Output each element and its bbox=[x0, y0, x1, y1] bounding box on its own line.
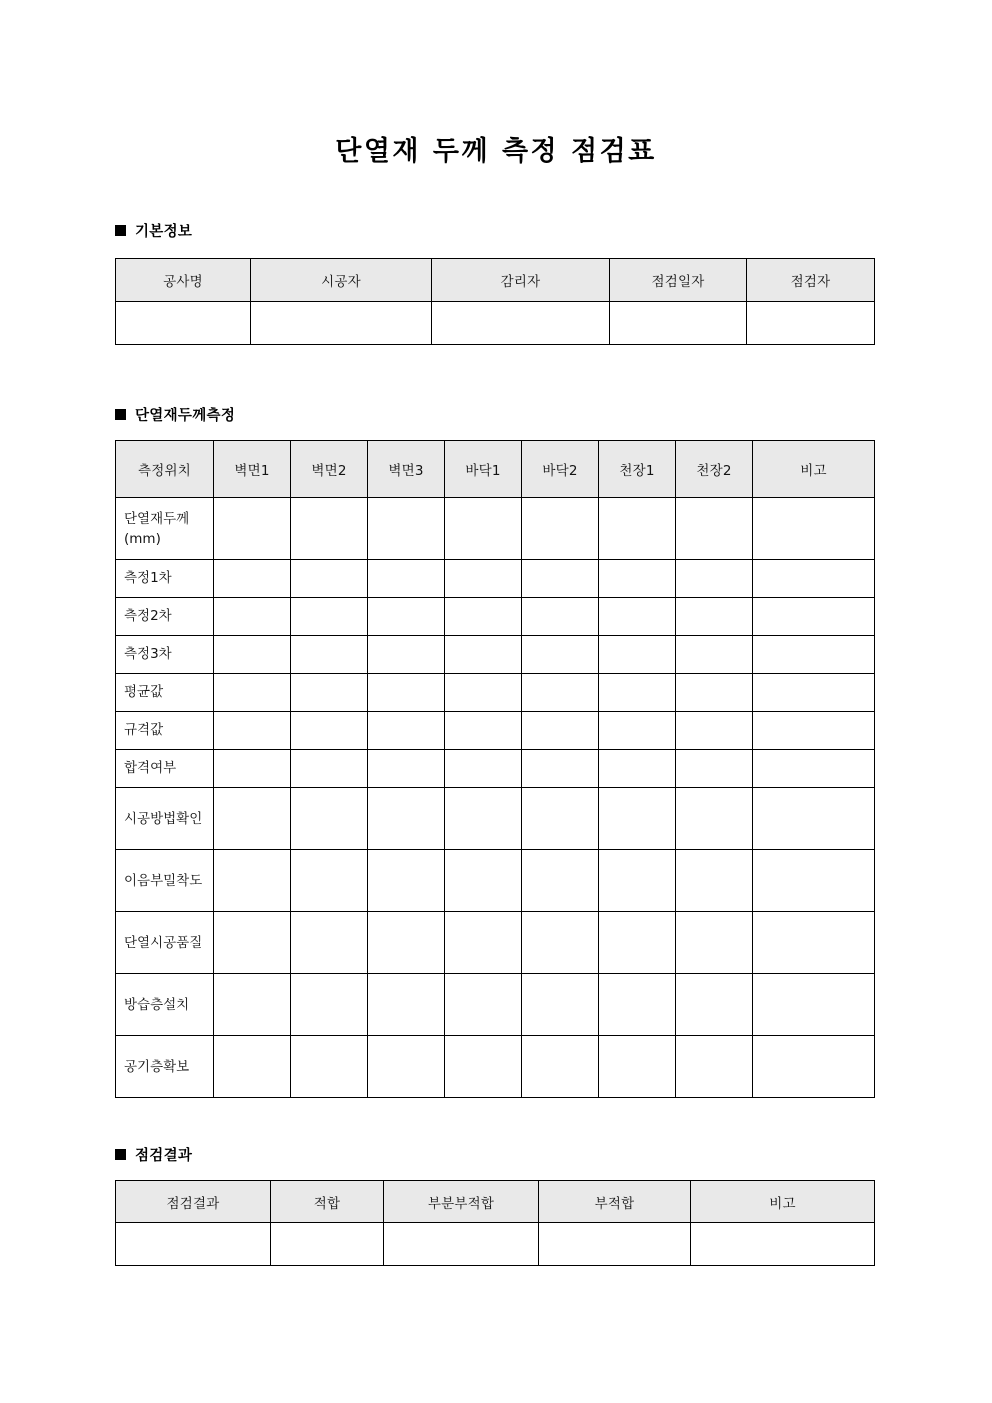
input-cell-규격값-비고[interactable] bbox=[753, 712, 875, 750]
input-cell-평균값-벽면1[interactable] bbox=[214, 674, 291, 712]
col-header-천장2: 천장2 bbox=[676, 441, 753, 498]
input-cell-측정1차-비고[interactable] bbox=[753, 560, 875, 598]
table-row bbox=[116, 1036, 875, 1098]
table-header-row bbox=[116, 1181, 875, 1223]
input-cell-측정1차-바닥1[interactable] bbox=[445, 560, 522, 598]
input-cell-측정3차-벽면3[interactable] bbox=[368, 636, 445, 674]
input-cell-inspect-date[interactable] bbox=[610, 302, 747, 345]
input-cell-공기층확보-벽면2[interactable] bbox=[291, 1036, 368, 1098]
input-cell-partial-nonconform[interactable] bbox=[384, 1223, 539, 1266]
table-row bbox=[116, 674, 875, 712]
row-label-평균값: 평균값 bbox=[116, 674, 214, 712]
square-bullet-icon bbox=[115, 409, 126, 420]
input-cell-측정1차-벽면3[interactable] bbox=[368, 560, 445, 598]
input-cell-공기층확보-천장2[interactable] bbox=[676, 1036, 753, 1098]
input-cell-규격값-벽면1[interactable] bbox=[214, 712, 291, 750]
input-cell-측정1차-바닥2[interactable] bbox=[522, 560, 599, 598]
input-cell-단열재두께mm-천장2[interactable] bbox=[676, 498, 753, 560]
input-cell-이음부밀착도-비고[interactable] bbox=[753, 850, 875, 912]
input-cell-평균값-벽면3[interactable] bbox=[368, 674, 445, 712]
input-cell-측정1차-벽면2[interactable] bbox=[291, 560, 368, 598]
input-cell-규격값-천장2[interactable] bbox=[676, 712, 753, 750]
input-cell-시공방법확인-비고[interactable] bbox=[753, 788, 875, 850]
table-row bbox=[116, 912, 875, 974]
section-heading-label: 단열재두께측정 bbox=[135, 408, 236, 424]
input-cell-규격값-바닥1[interactable] bbox=[445, 712, 522, 750]
row-label-단열시공품질: 단열시공품질 bbox=[116, 912, 214, 974]
row-label-규격값: 규격값 bbox=[116, 712, 214, 750]
input-cell-규격값-벽면3[interactable] bbox=[368, 712, 445, 750]
input-cell-평균값-천장1[interactable] bbox=[599, 674, 676, 712]
input-cell-단열시공품질-천장2[interactable] bbox=[676, 912, 753, 974]
input-cell-방습층설치-벽면2[interactable] bbox=[291, 974, 368, 1036]
row-label-이음부밀착도: 이음부밀착도 bbox=[116, 850, 214, 912]
input-cell-방습층설치-비고[interactable] bbox=[753, 974, 875, 1036]
input-cell-측정3차-벽면2[interactable] bbox=[291, 636, 368, 674]
inspection-result-table bbox=[115, 1180, 875, 1266]
input-cell-방습층설치-천장2[interactable] bbox=[676, 974, 753, 1036]
input-cell-측정1차-천장2[interactable] bbox=[676, 560, 753, 598]
input-cell-공기층확보-벽면3[interactable] bbox=[368, 1036, 445, 1098]
input-cell-합격여부-바닥2[interactable] bbox=[522, 750, 599, 788]
input-cell-공기층확보-천장1[interactable] bbox=[599, 1036, 676, 1098]
row-label-시공방법확인: 시공방법확인 bbox=[116, 788, 214, 850]
input-cell-시공방법확인-천장2[interactable] bbox=[676, 788, 753, 850]
input-cell-이음부밀착도-바닥2[interactable] bbox=[522, 850, 599, 912]
input-cell-평균값-바닥2[interactable] bbox=[522, 674, 599, 712]
input-cell-규격값-벽면2[interactable] bbox=[291, 712, 368, 750]
table-row bbox=[116, 850, 875, 912]
input-cell-측정3차-천장1[interactable] bbox=[599, 636, 676, 674]
input-cell-단열재두께mm-바닥1[interactable] bbox=[445, 498, 522, 560]
col-header-contractor: 시공자 bbox=[251, 259, 432, 302]
input-cell-합격여부-비고[interactable] bbox=[753, 750, 875, 788]
table-header-row bbox=[116, 441, 875, 498]
col-header-inspector: 점검자 bbox=[747, 259, 875, 302]
input-cell-규격값-바닥2[interactable] bbox=[522, 712, 599, 750]
section-heading-label: 점검결과 bbox=[135, 1148, 193, 1164]
input-cell-방습층설치-천장1[interactable] bbox=[599, 974, 676, 1036]
row-label-합격여부: 합격여부 bbox=[116, 750, 214, 788]
input-cell-측정3차-바닥2[interactable] bbox=[522, 636, 599, 674]
col-header-비고: 비고 bbox=[753, 441, 875, 498]
col-header-벽면1: 벽면1 bbox=[214, 441, 291, 498]
input-cell-시공방법확인-벽면1[interactable] bbox=[214, 788, 291, 850]
input-cell-단열시공품질-벽면3[interactable] bbox=[368, 912, 445, 974]
input-cell-시공방법확인-벽면2[interactable] bbox=[291, 788, 368, 850]
input-cell-측정2차-비고[interactable] bbox=[753, 598, 875, 636]
thickness-measurement-table bbox=[115, 440, 875, 1098]
input-cell-supervisor[interactable] bbox=[432, 302, 610, 345]
input-cell-단열시공품질-천장1[interactable] bbox=[599, 912, 676, 974]
row-label-방습층설치: 방습층설치 bbox=[116, 974, 214, 1036]
input-cell-이음부밀착도-천장2[interactable] bbox=[676, 850, 753, 912]
col-header-천장1: 천장1 bbox=[599, 441, 676, 498]
col-header-벽면2: 벽면2 bbox=[291, 441, 368, 498]
input-cell-시공방법확인-바닥1[interactable] bbox=[445, 788, 522, 850]
input-cell-공기층확보-벽면1[interactable] bbox=[214, 1036, 291, 1098]
input-cell-평균값-벽면2[interactable] bbox=[291, 674, 368, 712]
section-heading-label: 기본정보 bbox=[135, 224, 193, 240]
input-cell-합격여부-천장1[interactable] bbox=[599, 750, 676, 788]
input-cell-합격여부-벽면3[interactable] bbox=[368, 750, 445, 788]
table-row bbox=[116, 788, 875, 850]
table-row bbox=[116, 974, 875, 1036]
input-cell-측정3차-비고[interactable] bbox=[753, 636, 875, 674]
input-cell-result[interactable] bbox=[116, 1223, 271, 1266]
input-cell-방습층설치-벽면1[interactable] bbox=[214, 974, 291, 1036]
input-cell-contractor[interactable] bbox=[251, 302, 432, 345]
input-cell-단열재두께mm-벽면1[interactable] bbox=[214, 498, 291, 560]
col-header-project-name: 공사명 bbox=[116, 259, 251, 302]
input-cell-평균값-천장2[interactable] bbox=[676, 674, 753, 712]
input-cell-측정2차-벽면2[interactable] bbox=[291, 598, 368, 636]
table-row bbox=[116, 302, 875, 345]
input-cell-합격여부-바닥1[interactable] bbox=[445, 750, 522, 788]
input-cell-방습층설치-바닥1[interactable] bbox=[445, 974, 522, 1036]
input-cell-단열재두께mm-천장1[interactable] bbox=[599, 498, 676, 560]
col-header-partial-noncomform: 부분부적합 bbox=[384, 1181, 539, 1223]
page-title: 단열재 두께 측정 점검표 bbox=[335, 136, 657, 167]
row-label-공기층확보: 공기층확보 bbox=[116, 1036, 214, 1098]
table-row bbox=[116, 598, 875, 636]
input-cell-단열재두께mm-비고[interactable] bbox=[753, 498, 875, 560]
input-cell-nonconforming[interactable] bbox=[539, 1223, 691, 1266]
col-header-nonconforming: 부적합 bbox=[539, 1181, 691, 1223]
col-header-벽면3: 벽면3 bbox=[368, 441, 445, 498]
row-label-측정2차: 측정2차 bbox=[116, 598, 214, 636]
input-cell-측정3차-바닥1[interactable] bbox=[445, 636, 522, 674]
table-row bbox=[116, 636, 875, 674]
input-cell-측정3차-벽면1[interactable] bbox=[214, 636, 291, 674]
input-cell-측정1차-천장1[interactable] bbox=[599, 560, 676, 598]
input-cell-이음부밀착도-바닥1[interactable] bbox=[445, 850, 522, 912]
input-cell-이음부밀착도-벽면2[interactable] bbox=[291, 850, 368, 912]
input-cell-공기층확보-비고[interactable] bbox=[753, 1036, 875, 1098]
col-header-position: 측정위치 bbox=[116, 441, 214, 498]
input-cell-측정2차-바닥2[interactable] bbox=[522, 598, 599, 636]
input-cell-합격여부-벽면1[interactable] bbox=[214, 750, 291, 788]
section-heading-inspection-result bbox=[115, 1144, 192, 1165]
input-cell-측정2차-천장1[interactable] bbox=[599, 598, 676, 636]
input-cell-이음부밀착도-벽면3[interactable] bbox=[368, 850, 445, 912]
input-cell-이음부밀착도-벽면1[interactable] bbox=[214, 850, 291, 912]
input-cell-remarks[interactable] bbox=[691, 1223, 875, 1266]
input-cell-측정3차-천장2[interactable] bbox=[676, 636, 753, 674]
row-label-단열재두께mm: 단열재두께(mm) bbox=[116, 498, 214, 560]
col-header-inspect-date: 점검일자 bbox=[610, 259, 747, 302]
input-cell-conforming[interactable] bbox=[271, 1223, 384, 1266]
input-cell-시공방법확인-벽면3[interactable] bbox=[368, 788, 445, 850]
input-cell-공기층확보-바닥1[interactable] bbox=[445, 1036, 522, 1098]
input-cell-단열시공품질-바닥1[interactable] bbox=[445, 912, 522, 974]
col-header-remarks: 비고 bbox=[691, 1181, 875, 1223]
table-row bbox=[116, 750, 875, 788]
col-header-supervisor: 감리자 bbox=[432, 259, 610, 302]
col-header-result: 점검결과 bbox=[116, 1181, 271, 1223]
table-row bbox=[116, 560, 875, 598]
input-cell-방습층설치-벽면3[interactable] bbox=[368, 974, 445, 1036]
row-label-측정1차: 측정1차 bbox=[116, 560, 214, 598]
input-cell-규격값-천장1[interactable] bbox=[599, 712, 676, 750]
input-cell-합격여부-천장2[interactable] bbox=[676, 750, 753, 788]
input-cell-단열시공품질-바닥2[interactable] bbox=[522, 912, 599, 974]
input-cell-합격여부-벽면2[interactable] bbox=[291, 750, 368, 788]
input-cell-측정2차-벽면3[interactable] bbox=[368, 598, 445, 636]
input-cell-측정2차-천장2[interactable] bbox=[676, 598, 753, 636]
input-cell-단열시공품질-벽면1[interactable] bbox=[214, 912, 291, 974]
input-cell-시공방법확인-천장1[interactable] bbox=[599, 788, 676, 850]
col-header-바닥1: 바닥1 bbox=[445, 441, 522, 498]
table-header-row bbox=[116, 259, 875, 302]
input-cell-평균값-비고[interactable] bbox=[753, 674, 875, 712]
input-cell-평균값-바닥1[interactable] bbox=[445, 674, 522, 712]
input-cell-단열재두께mm-벽면3[interactable] bbox=[368, 498, 445, 560]
input-cell-단열재두께mm-바닥2[interactable] bbox=[522, 498, 599, 560]
input-cell-공기층확보-바닥2[interactable] bbox=[522, 1036, 599, 1098]
input-cell-단열시공품질-벽면2[interactable] bbox=[291, 912, 368, 974]
input-cell-측정1차-벽면1[interactable] bbox=[214, 560, 291, 598]
col-header-바닥2: 바닥2 bbox=[522, 441, 599, 498]
section-heading-thickness-measurement bbox=[115, 404, 235, 425]
input-cell-시공방법확인-바닥2[interactable] bbox=[522, 788, 599, 850]
section-heading-basic-info bbox=[115, 220, 192, 241]
row-label-측정3차: 측정3차 bbox=[116, 636, 214, 674]
input-cell-inspector[interactable] bbox=[747, 302, 875, 345]
input-cell-측정2차-벽면1[interactable] bbox=[214, 598, 291, 636]
input-cell-측정2차-바닥1[interactable] bbox=[445, 598, 522, 636]
basic-info-table bbox=[115, 258, 875, 345]
input-cell-방습층설치-바닥2[interactable] bbox=[522, 974, 599, 1036]
input-cell-project-name[interactable] bbox=[116, 302, 251, 345]
input-cell-단열재두께mm-벽면2[interactable] bbox=[291, 498, 368, 560]
table-row bbox=[116, 712, 875, 750]
col-header-conforming: 적합 bbox=[271, 1181, 384, 1223]
square-bullet-icon bbox=[115, 225, 126, 236]
table-row bbox=[116, 498, 875, 560]
table-row bbox=[116, 1223, 875, 1266]
input-cell-단열시공품질-비고[interactable] bbox=[753, 912, 875, 974]
input-cell-이음부밀착도-천장1[interactable] bbox=[599, 850, 676, 912]
square-bullet-icon bbox=[115, 1149, 126, 1160]
